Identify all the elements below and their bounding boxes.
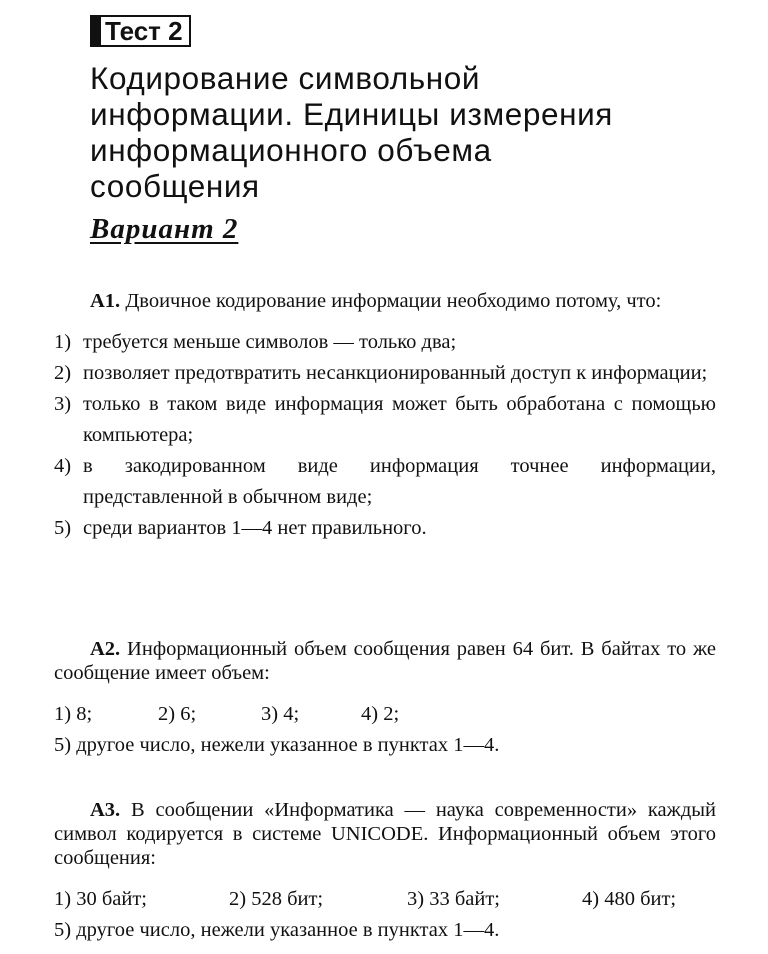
option-text: в закодированном виде информация точнее информации, представленной в обычном виде; [83,455,716,508]
option-item[interactable] [54,358,716,389]
option-item[interactable] [54,451,716,513]
option-number: 2) [54,362,72,384]
question-a3 [54,798,716,946]
test-number-badge [90,15,191,47]
option-item[interactable]: 1) 30 байт; [54,888,147,910]
option-item[interactable]: 3) 33 байт; [407,888,500,910]
option-text: среди вариантов 1—4 нет правильного. [83,517,427,539]
option-number: 3) [54,393,72,415]
option-item[interactable]: 2) 528 бит; [229,888,324,910]
question-id: A3. [90,799,121,821]
topic-line: информации. Единицы измерения [90,96,613,132]
option-list [54,327,716,544]
inline-option-row [54,699,716,730]
option-number: 5) [54,517,72,539]
topic-title [90,60,730,204]
question-id: A1. [90,290,121,312]
question-stem [54,289,716,313]
question-id: A2. [90,638,121,660]
option-item[interactable]: 3) 4; [261,703,300,725]
option-number: 4) [54,455,72,477]
topic-line: информационного объема [90,132,492,168]
question-text: В сообщении «Информатика — наука современности» каждый символ кодируется в системе UNICODE. Информационный объем этого сообщения: [54,799,716,869]
topic-line: Кодирование символьной [90,60,481,96]
option-item[interactable]: 4) 2; [361,703,400,725]
option-item[interactable]: 4) 480 бит; [582,888,677,910]
question-a1 [54,289,716,544]
question-stem [54,798,716,870]
option-item[interactable]: 2) 6; [158,703,197,725]
option-item[interactable] [54,327,716,358]
option-item-last[interactable]: 5) другое число, нежели указанное в пунктах 1—4. [54,734,500,756]
badge-bar [92,17,101,45]
test-label: Тест 2 [105,16,183,46]
option-text: только в таком виде информация может быть обработана с помощью компьютера; [83,393,716,446]
option-item[interactable] [54,513,716,544]
option-item[interactable] [54,389,716,451]
inline-option-row [54,884,716,915]
option-item[interactable]: 1) 8; [54,703,93,725]
option-text: позволяет предотвратить несанкционированный доступ к информации; [83,362,708,384]
option-number: 1) [54,331,72,353]
question-text: Информационный объем сообщения равен 64 бит. В байтах то же сообщение имеет объем: [54,638,717,684]
variant-heading: Вариант 2 [90,213,239,245]
question-stem [54,637,716,685]
question-text: Двоичное кодирование информации необходимо потому, что: [125,290,662,312]
question-a2 [54,637,716,761]
option-text: требуется меньше символов — только два; [83,331,457,353]
option-item-last[interactable]: 5) другое число, нежели указанное в пунктах 1—4. [54,919,500,941]
topic-line: сообщения [90,168,260,204]
